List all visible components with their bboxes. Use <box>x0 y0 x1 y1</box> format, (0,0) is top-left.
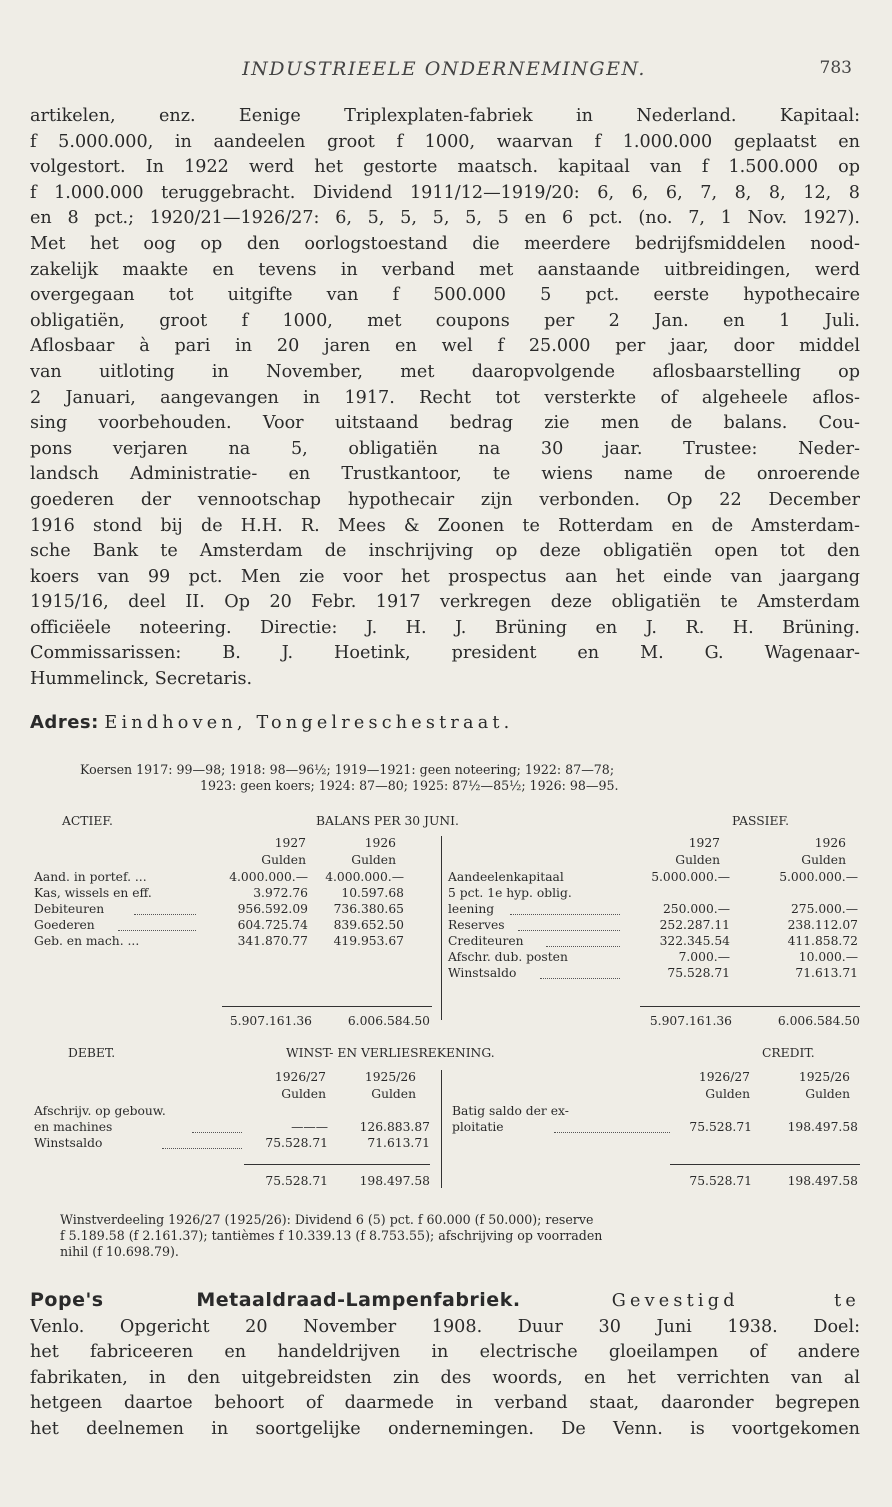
winstverdeeling-line-3: nihil (f 10.698.79). <box>60 1244 179 1259</box>
text-line: 1915/16, deel II. Op 20 Febr. 1917 verkregen deze obligatiën te Amsterdam <box>30 592 860 613</box>
text-line: van uitloting in November, met daaropvolgende aflosbaarstelling op <box>30 361 860 382</box>
table-row-label: Crediteuren <box>448 934 524 948</box>
table-row-label: 5 pct. 1e hyp. oblig. <box>448 886 572 900</box>
text-line: Gevestigd te <box>611 1291 860 1311</box>
text-line: en 8 pct.; 1920/21—1926/27: 6, 5, 5, 5, 5, 5 en 6 pct. (no. 7, 1 Nov. 1927). <box>30 208 860 229</box>
credit-heading: CREDIT. <box>762 1046 815 1060</box>
address-value: Eindhoven, Tongelreschestraat. <box>104 713 514 733</box>
text-line: overgegaan tot uitgifte van f 500.000 5 pct. eerste hypothecaire <box>30 285 860 306</box>
page-number: 783 <box>819 58 852 78</box>
text-line: zakelijk maakte en tevens in verband met aanstaande uitbreidingen, werd <box>30 259 860 280</box>
table-row-label: Winstsaldo <box>448 966 517 980</box>
koersen-line-2: 1923: geen koers; 1924: 87—80; 1925: 87½—85½; 1926: 98—95. <box>200 778 619 793</box>
total-rule-left <box>244 1164 430 1165</box>
actief-unit-a: Gulden <box>261 853 306 867</box>
table-cell: 411.858.72 <box>787 934 858 948</box>
passief-year-a: 1927 <box>688 836 720 850</box>
table-cell: 7.000.— <box>678 950 730 964</box>
table-cell: 75.528.71 <box>265 1136 328 1150</box>
total-left-a: 75.528.71 <box>265 1174 328 1188</box>
text-line: pons verjaren na 5, obligatiën na 30 jaar. Trustee: Neder- <box>30 438 860 459</box>
passief-unit-a: Gulden <box>675 853 720 867</box>
text-line: het fabriceeren en handeldrijven in electrische gloeilampen of andere <box>30 1342 860 1363</box>
actief-unit-b: Gulden <box>351 853 396 867</box>
total-left-b: 198.497.58 <box>359 1174 430 1188</box>
company-entry-popes <box>30 1288 860 1443</box>
table-cell: 5.000.000.— <box>651 870 730 884</box>
text-line: volgestort. In 1922 werd het gestorte maatsch. kapitaal van f 1.500.000 op <box>30 157 860 178</box>
table-row-label: Aand. in portef. ... <box>34 870 147 884</box>
table-cell: 126.883.87 <box>359 1120 430 1134</box>
table-row-label: Afschr. dub. posten <box>448 950 568 964</box>
table-row-label: leening <box>448 902 495 916</box>
credit-unit-b: Gulden <box>805 1087 850 1101</box>
text-line: Aflosbaar à pari in 20 jaren en wel f 25.000 per jaar, door middel <box>30 336 860 357</box>
text-line: landsch Administratie- en Trustkantoor, te wiens name de onroerende <box>30 464 860 485</box>
text-line: sche Bank te Amsterdam de inschrijving op deze obligatiën open tot den <box>30 541 860 562</box>
table-cell: 10.000.— <box>798 950 858 964</box>
table-cell: 604.725.74 <box>237 918 308 932</box>
address-label: Adres: <box>30 712 99 733</box>
text-line: obligatiën, groot f 1000, met coupons per 2 Jan. en 1 Juli. <box>30 310 860 331</box>
table-cell: 4.000.000.— <box>325 870 404 884</box>
table-cell: 5.000.000.— <box>779 870 858 884</box>
debet-heading: DEBET. <box>68 1046 116 1060</box>
text-line: f 1.000.000 teruggebracht. Dividend 1911/12—1919/20: 6, 6, 6, 7, 8, 8, 12, 8 <box>30 182 860 203</box>
balance-title: BALANS PER 30 JUNI. <box>316 814 459 828</box>
text-line: Venlo. Opgericht 20 November 1908. Duur 30 Juni 1938. Doel: <box>30 1316 860 1337</box>
actief-year-b: 1926 <box>364 836 396 850</box>
table-cell: 71.613.71 <box>367 1136 430 1150</box>
total-left-b: 6.006.584.50 <box>347 1014 430 1028</box>
winstverdeeling-line-1: Winstverdeeling 1926/27 (1925/26): Dividend 6 (5) pct. f 60.000 (f 50.000); reserve <box>60 1212 594 1227</box>
text-line: officiëele noteering. Directie: J. H. J. Brüning en J. R. H. Brüning. <box>30 617 860 638</box>
passief-heading: PASSIEF. <box>732 814 790 828</box>
total-left-a: 5.907.161.36 <box>229 1014 312 1028</box>
table-row-label: Batig saldo der ex- <box>452 1104 569 1118</box>
text-line: sing voorbehouden. Voor uitstaand bedrag zie men de balans. Cou- <box>30 413 860 434</box>
text-line: 1916 stond bij de H.H. R. Mees & Zoonen te Rotterdam en de Amsterdam- <box>30 515 860 536</box>
actief-year-a: 1927 <box>274 836 306 850</box>
table-cell: 75.528.71 <box>689 1120 752 1134</box>
table-row-label: en machines <box>34 1120 113 1134</box>
leader-dots <box>162 1148 242 1149</box>
total-rule-right <box>670 1164 860 1165</box>
winst-divider <box>441 1070 442 1188</box>
debet-year-b: 1925/26 <box>364 1070 416 1084</box>
winst-title: WINST- EN VERLIESREKENING. <box>286 1046 495 1060</box>
table-cell: 10.597.68 <box>341 886 404 900</box>
total-right-a: 5.907.161.36 <box>649 1014 732 1028</box>
running-title: INDUSTRIEELE ONDERNEMINGEN. <box>242 58 646 80</box>
table-cell: 322.345.54 <box>659 934 730 948</box>
credit-year-a: 1926/27 <box>698 1070 750 1084</box>
total-right-a: 75.528.71 <box>689 1174 752 1188</box>
text-line: hetgeen daartoe behoort of daarmede in verband staat, daaronder begrepen <box>30 1393 860 1414</box>
table-row-label: Goederen <box>34 918 95 932</box>
leader-dots <box>554 1132 670 1133</box>
table-cell: 839.652.50 <box>333 918 404 932</box>
text-line: het deelnemen in soortgelijke ondernemingen. De Venn. is voortgekomen <box>30 1418 860 1439</box>
actief-heading: ACTIEF. <box>62 814 113 828</box>
total-right-b: 198.497.58 <box>787 1174 858 1188</box>
company-name: Pope's Metaaldraad-Lampenfabriek. <box>30 1289 521 1311</box>
text-line: f 5.000.000, in aandeelen groot f 1000, waarvan f 1.000.000 geplaatst en <box>30 131 860 152</box>
debet-unit-a: Gulden <box>281 1087 326 1101</box>
credit-year-b: 1925/26 <box>798 1070 850 1084</box>
table-row-label: ploitatie <box>452 1120 504 1134</box>
text-line: artikelen, enz. Eenige Triplexplaten-fabriek in Nederland. Kapitaal: <box>30 106 860 126</box>
debet-year-a: 1926/27 <box>274 1070 326 1084</box>
table-cell: 75.528.71 <box>667 966 730 980</box>
table-cell: 419.953.67 <box>333 934 404 948</box>
total-right-b: 6.006.584.50 <box>777 1014 860 1028</box>
table-cell: 341.870.77 <box>237 934 308 948</box>
table-cell: 4.000.000.— <box>229 870 308 884</box>
table-cell: 71.613.71 <box>795 966 858 980</box>
table-cell: ——— <box>291 1120 328 1134</box>
koersen-line-1: Koersen 1917: 99—98; 1918: 98—96½; 1919—1921: geen noteering; 1922: 87—78; <box>80 762 615 777</box>
table-row-label: Afschrijv. op gebouw. <box>34 1104 166 1118</box>
table-row-label: Winstsaldo <box>34 1136 103 1150</box>
table-row-label: Geb. en mach. ... <box>34 934 140 948</box>
table-cell: 3.972.76 <box>253 886 308 900</box>
table-cell: 238.112.07 <box>787 918 858 932</box>
passief-unit-b: Gulden <box>801 853 846 867</box>
table-cell: 956.592.09 <box>237 902 308 916</box>
table-row-label: Debiteuren <box>34 902 105 916</box>
passief-year-b: 1926 <box>814 836 846 850</box>
table-row-label: Aandeelenkapitaal <box>448 870 564 884</box>
text-line: 2 Januari, aangevangen in 1917. Recht tot versterkte of algeheele aflos- <box>30 387 860 408</box>
debet-unit-b: Gulden <box>371 1087 416 1101</box>
text-line: Hummelinck, Secretaris. <box>30 669 253 690</box>
text-line: Commissarissen: B. J. Hoetink, president en M. G. Wagenaar- <box>30 643 860 664</box>
leader-dots <box>192 1132 242 1133</box>
winstverdeeling-line-2: f 5.189.58 (f 2.161.37); tantièmes f 10.339.13 (f 8.753.55); afschrijving op voorraden <box>60 1228 603 1243</box>
table-cell: 252.287.11 <box>659 918 730 932</box>
text-line: goederen der vennootschap hypothecair zijn verbonden. Op 22 December <box>30 489 860 510</box>
table-cell: 275.000.— <box>790 902 858 916</box>
table-row-label: Reserves <box>448 918 505 932</box>
table-row-label: Kas, wissels en eff. <box>34 886 152 900</box>
credit-unit-a: Gulden <box>705 1087 750 1101</box>
text-line: fabrikaten, in den uitgebreidsten zin des woords, en het verrichten van al <box>30 1367 860 1388</box>
text-line: Met het oog op den oorlogstoestand die meerdere bedrijfsmiddelen nood- <box>30 233 860 254</box>
table-cell: 736.380.65 <box>333 902 404 916</box>
table-cell: 250.000.— <box>662 902 730 916</box>
table-cell: 198.497.58 <box>787 1120 858 1134</box>
text-line: koers van 99 pct. Men zie voor het prospectus aan het einde van jaargang <box>30 566 860 587</box>
